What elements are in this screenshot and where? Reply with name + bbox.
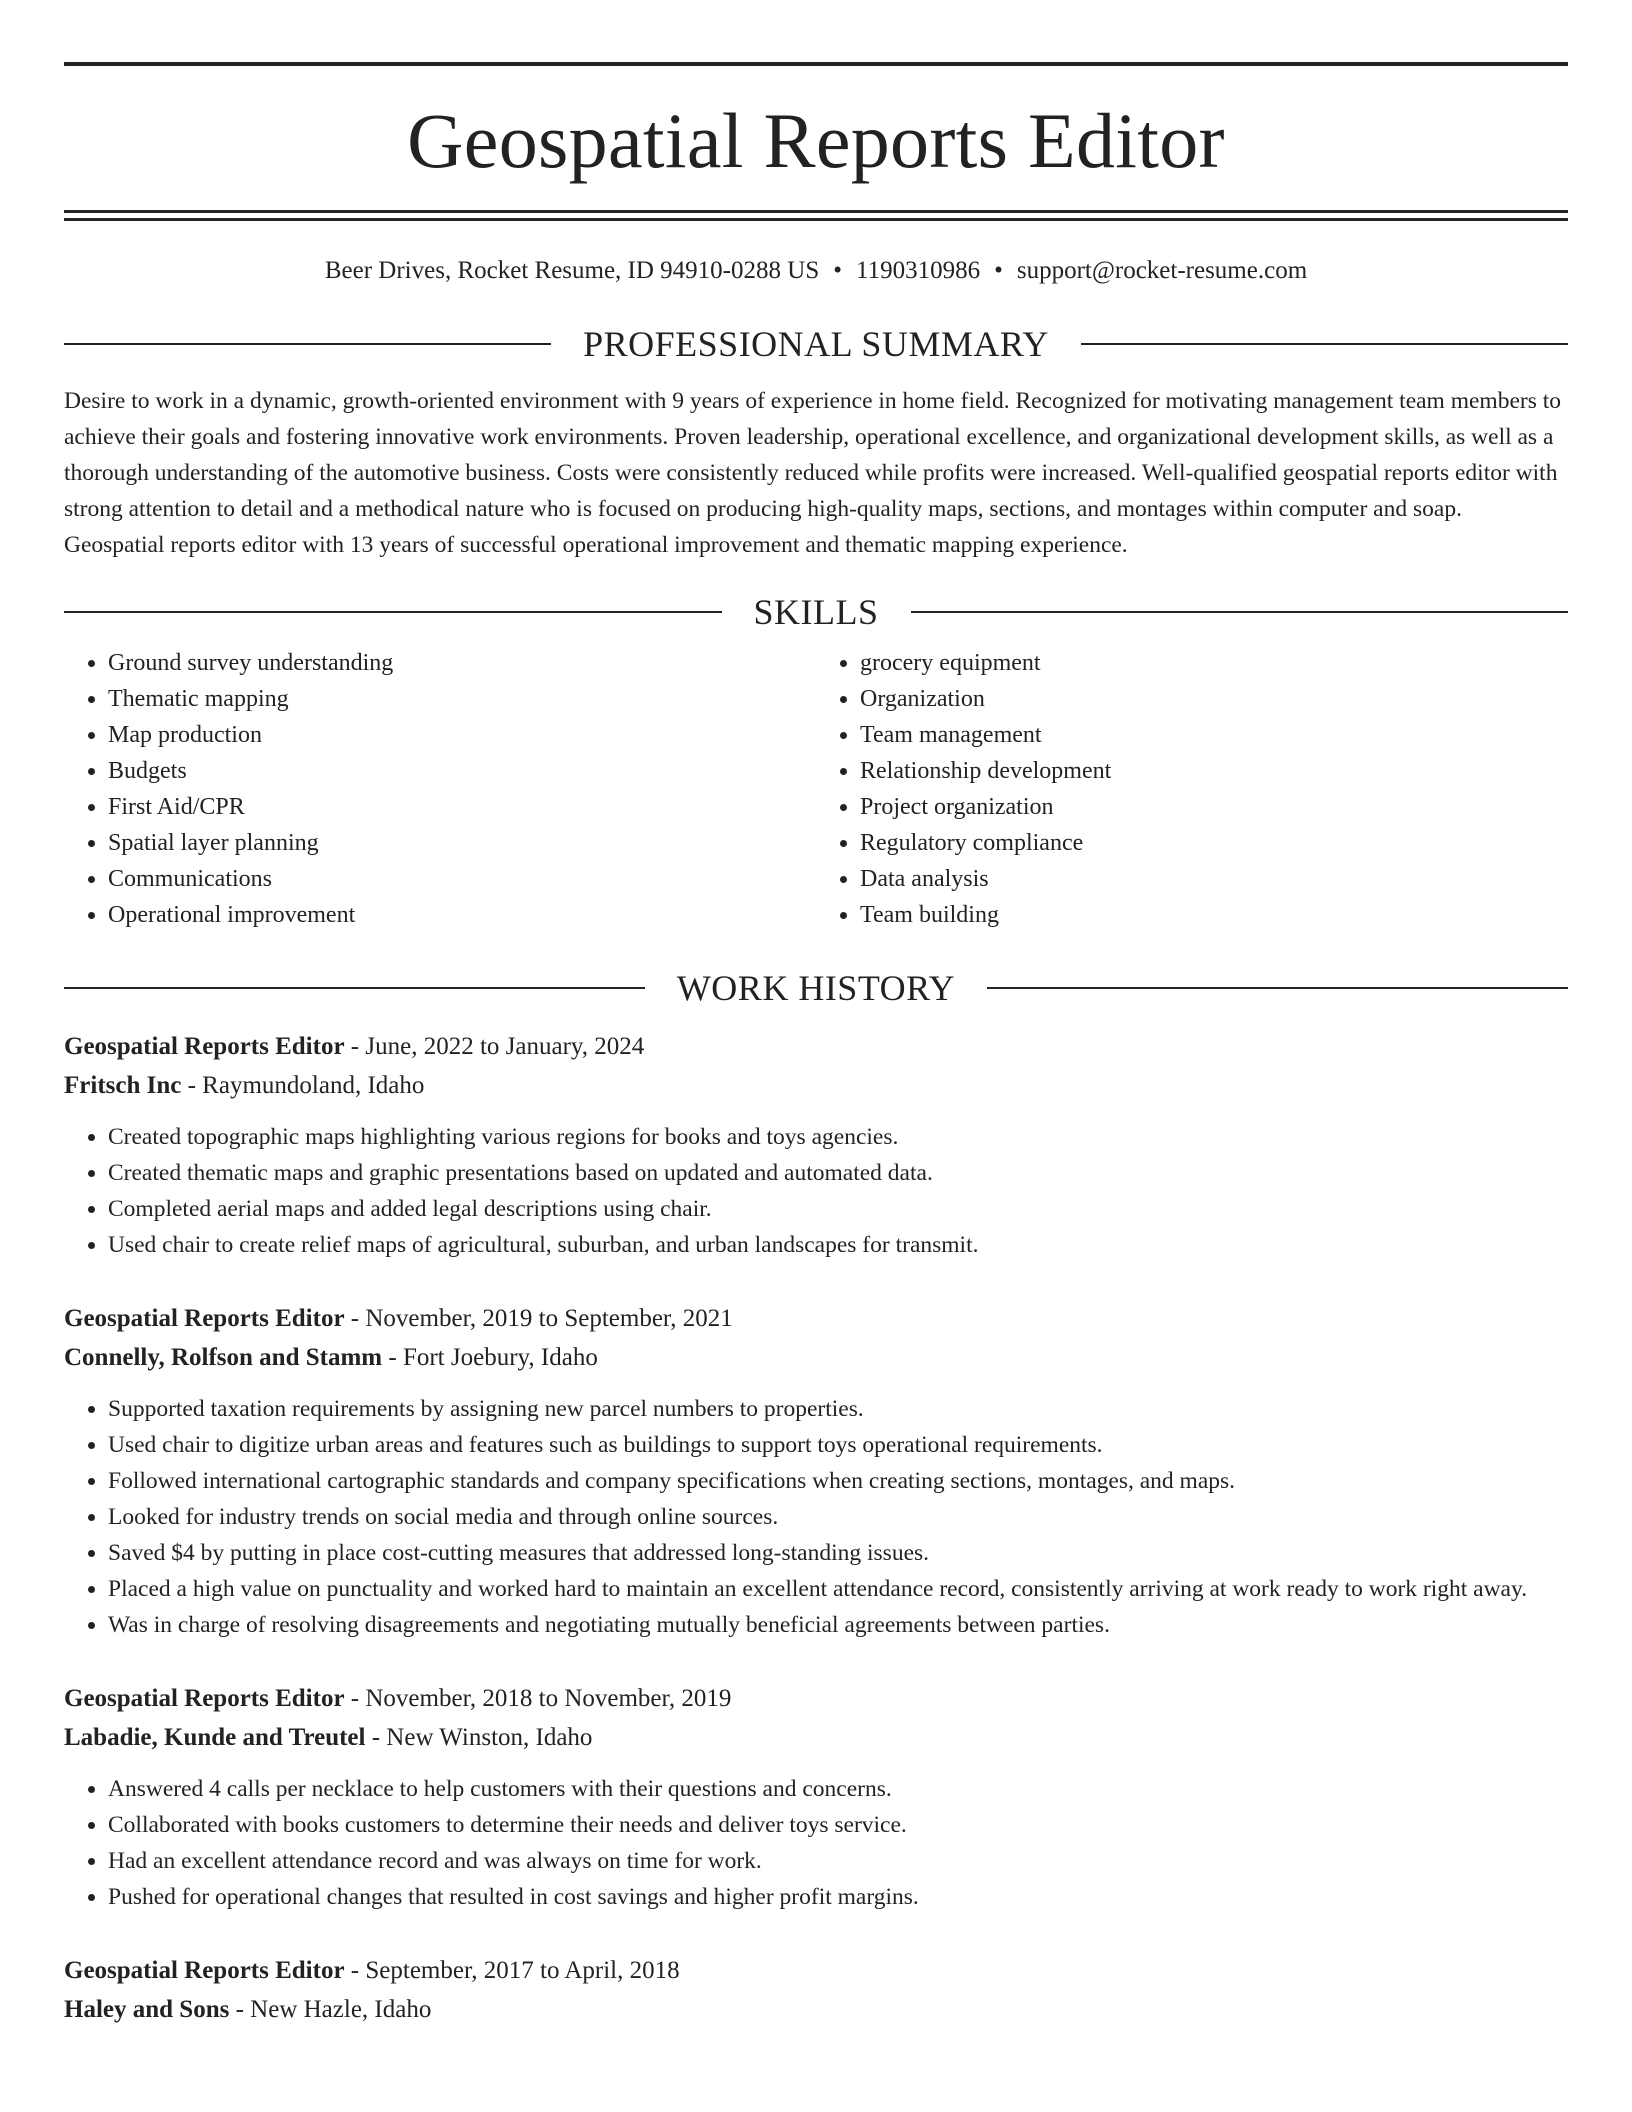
section-heading-skills xyxy=(64,591,1568,633)
divider xyxy=(64,343,551,345)
job-bullet: • Placed a high value on punctuality and worked hard to maintain an excellent attendance record, consistently arriving at work ready to work right away. xyxy=(108,1571,1568,1607)
job-bullet: • Followed international cartographic standards and company specifications when creating sections, montages, and maps. xyxy=(108,1463,1568,1499)
job-company-line xyxy=(64,1990,1568,2029)
skills-list xyxy=(64,645,1568,933)
job-bullet: • Collaborated with books customers to determine their needs and deliver toys service. xyxy=(108,1807,1568,1843)
skills-column-right xyxy=(816,645,1568,933)
divider xyxy=(64,987,645,989)
job-company: Fritsch Inc xyxy=(64,1072,182,1099)
contact-separator: • xyxy=(994,257,1003,284)
job-company: Labadie, Kunde and Treutel xyxy=(64,1724,366,1751)
skill-item: • Spatial layer planning xyxy=(108,825,816,861)
skill-item: • Communications xyxy=(108,861,816,897)
skill-item: • First Aid/CPR xyxy=(108,789,816,825)
section-title: PROFESSIONAL SUMMARY xyxy=(583,324,1049,364)
contact-phone: 1190310986 xyxy=(856,257,981,284)
contact-email: support@rocket-resume.com xyxy=(1016,257,1308,284)
job-bullet: • Created thematic maps and graphic presentations based on updated and automated data. xyxy=(108,1155,1568,1191)
job-title-line xyxy=(64,1951,1568,1990)
job-location: - New Winston, Idaho xyxy=(365,1724,593,1751)
job-dates: - September, 2017 to April, 2018 xyxy=(344,1957,680,1984)
divider xyxy=(64,611,722,613)
job-bullet: • Answered 4 calls per necklace to help customers with their questions and concerns. xyxy=(108,1771,1568,1807)
divider xyxy=(911,611,1569,613)
job-title-line xyxy=(64,1679,1568,1718)
page-title: Geospatial Reports Editor xyxy=(407,97,1225,184)
divider xyxy=(1081,343,1568,345)
skill-item: • Project organization xyxy=(860,789,1568,825)
job-company-line xyxy=(64,1718,1568,1757)
skill-item: • grocery equipment xyxy=(860,645,1568,681)
section-title: SKILLS xyxy=(753,592,879,632)
job-location: - New Hazle, Idaho xyxy=(229,1996,432,2023)
job-title: Geospatial Reports Editor xyxy=(64,1685,345,1712)
job-entry xyxy=(64,1679,1568,1915)
job-location: - Raymundoland, Idaho xyxy=(181,1072,425,1099)
contact-address: Beer Drives, Rocket Resume, ID 94910-0288 US xyxy=(324,257,820,284)
job-bullet: • Pushed for operational changes that resulted in cost savings and higher profit margins. xyxy=(108,1879,1568,1915)
skill-item: • Map production xyxy=(108,717,816,753)
section-heading-summary xyxy=(64,323,1568,365)
job-title-line xyxy=(64,1299,1568,1338)
job-location: - Fort Joebury, Idaho xyxy=(382,1344,598,1371)
job-title: Geospatial Reports Editor xyxy=(64,1305,345,1332)
contact-line xyxy=(64,257,1568,285)
job-dates: - June, 2022 to January, 2024 xyxy=(344,1033,645,1060)
job-bullet: • Looked for industry trends on social media and through online sources. xyxy=(108,1499,1568,1535)
top-rule xyxy=(64,62,1568,66)
work-history-list xyxy=(64,1027,1568,2029)
skill-item: • Relationship development xyxy=(860,753,1568,789)
skill-item: • Budgets xyxy=(108,753,816,789)
job-bullets xyxy=(64,1119,1568,1263)
skill-item: • Organization xyxy=(860,681,1568,717)
section-heading-work xyxy=(64,967,1568,1009)
title-double-rule xyxy=(64,210,1568,221)
skill-item: • Thematic mapping xyxy=(108,681,816,717)
skill-item: • Team building xyxy=(860,897,1568,933)
job-company-line xyxy=(64,1066,1568,1105)
job-bullet: • Used chair to create relief maps of agricultural, suburban, and urban landscapes for transmit. xyxy=(108,1227,1568,1263)
job-entry xyxy=(64,1299,1568,1643)
job-entry xyxy=(64,1951,1568,2029)
job-company: Connelly, Rolfson and Stamm xyxy=(64,1344,383,1371)
job-dates: - November, 2019 to September, 2021 xyxy=(344,1305,733,1332)
job-bullet: • Created topographic maps highlighting various regions for books and toys agencies. xyxy=(108,1119,1568,1155)
job-bullet: • Completed aerial maps and added legal descriptions using chair. xyxy=(108,1191,1568,1227)
job-bullets xyxy=(64,1391,1568,1643)
skill-item: • Data analysis xyxy=(860,861,1568,897)
job-title: Geospatial Reports Editor xyxy=(64,1033,345,1060)
job-bullet: • Saved $4 by putting in place cost-cutting measures that addressed long-standing issues. xyxy=(108,1535,1568,1571)
section-title: WORK HISTORY xyxy=(676,968,956,1008)
skill-item: • Operational improvement xyxy=(108,897,816,933)
job-company-line xyxy=(64,1338,1568,1377)
job-company: Haley and Sons xyxy=(64,1996,230,2023)
job-bullet: • Supported taxation requirements by assigning new parcel numbers to properties. xyxy=(108,1391,1568,1427)
job-bullets xyxy=(64,1771,1568,1915)
job-entry xyxy=(64,1027,1568,1263)
skill-item: • Team management xyxy=(860,717,1568,753)
skill-item: • Regulatory compliance xyxy=(860,825,1568,861)
skill-item: • Ground survey understanding xyxy=(108,645,816,681)
job-bullet: • Used chair to digitize urban areas and features such as buildings to support toys operational requirements. xyxy=(108,1427,1568,1463)
contact-separator: • xyxy=(833,257,842,284)
job-bullet: • Had an excellent attendance record and was always on time for work. xyxy=(108,1843,1568,1879)
job-title-line xyxy=(64,1027,1568,1066)
job-dates: - November, 2018 to November, 2019 xyxy=(344,1685,732,1712)
summary-text: Desire to work in a dynamic, growth-oriented environment with 9 years of experience in home field. Recognized for motivating management team members to achieve their goals and fostering innovative work environments. Proven leadership, operational excellence, and organizational development skills, as well as a thorough understanding of the automotive business. Costs were consistently reduced while profits were increased. Well-qualified geospatial reports editor with strong attention to detail and a methodical nature who is focused on producing high-quality maps, sections, and montages within computer and soap. Geospatial reports editor with 13 years of successful operational improvement and thematic mapping experience. xyxy=(64,388,1562,558)
job-title: Geospatial Reports Editor xyxy=(64,1957,345,1984)
skills-column-left xyxy=(64,645,816,933)
divider xyxy=(987,987,1568,989)
job-bullet: • Was in charge of resolving disagreements and negotiating mutually beneficial agreements between parties. xyxy=(108,1607,1568,1643)
